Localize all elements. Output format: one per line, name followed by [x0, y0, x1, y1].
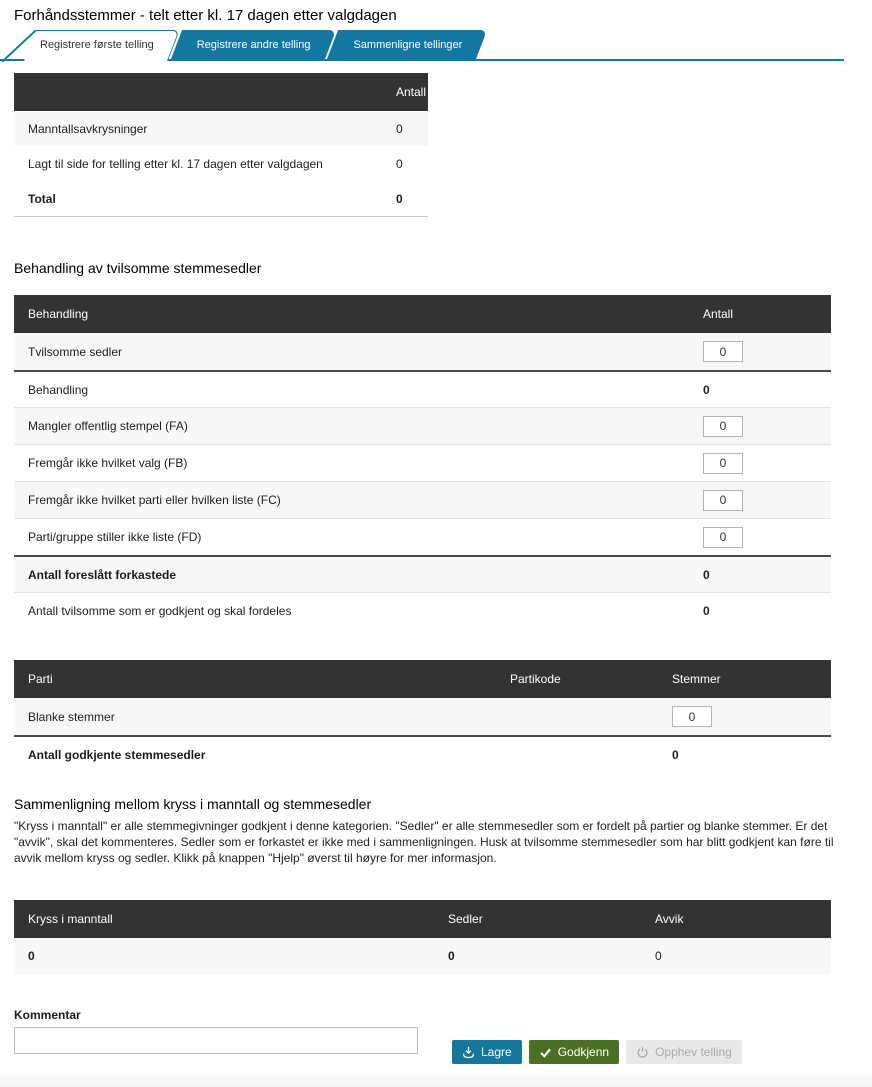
mangler-stempel-fa-input[interactable]	[703, 416, 743, 437]
row-value: 0	[396, 156, 403, 171]
table-row	[14, 146, 428, 181]
table-row	[14, 518, 831, 555]
action-buttons	[452, 1040, 742, 1064]
header-stemmer: Stemmer	[672, 672, 721, 686]
footer-band	[0, 1073, 872, 1087]
power-icon	[636, 1046, 649, 1059]
sammenligning-table-header	[14, 900, 831, 938]
tab-sammenligne-tellinger[interactable]	[327, 30, 476, 59]
table-row	[14, 111, 428, 146]
header-sedler: Sedler	[448, 912, 483, 926]
header-antall: Antall	[703, 307, 734, 321]
table-row	[14, 481, 831, 518]
behandling-heading: Behandling av tvilsomme stemmesedler	[14, 260, 262, 276]
row-value: 0	[672, 747, 679, 762]
stiller-ikke-liste-fd-input[interactable]	[703, 527, 743, 548]
parti-table-header	[14, 660, 831, 698]
table-row	[14, 592, 831, 629]
row-label: Total	[28, 191, 56, 206]
opphev-telling-button	[626, 1040, 742, 1064]
sammenligning-table	[14, 900, 831, 974]
table-row-total	[14, 181, 428, 216]
header-behandling: Behandling	[28, 307, 89, 321]
table-row	[14, 444, 831, 481]
summary-table-header	[14, 73, 428, 111]
row-label: Tvilsomme sedler	[28, 344, 123, 359]
sedler-value: 0	[448, 949, 455, 963]
table-row	[14, 698, 831, 735]
row-value: 0	[703, 567, 710, 582]
row-label: Parti/gruppe stiller ikke liste (FD)	[28, 530, 202, 544]
row-label: Antall foreslått forkastede	[28, 567, 177, 582]
row-label: Antall godkjente stemmesedler	[28, 747, 206, 762]
sammenligning-heading: Sammenligning mellom kryss i manntall og stemmesedler	[14, 796, 372, 812]
row-label: Behandling	[28, 382, 89, 397]
table-row	[14, 407, 831, 444]
button-label: Opphev telling	[655, 1045, 732, 1059]
row-label: Antall tvilsomme som er godkjent og skal fordeles	[28, 604, 292, 618]
tvilsomme-sedler-input[interactable]	[703, 341, 743, 362]
row-value: 0	[396, 191, 403, 206]
kommentar-label: Kommentar	[14, 1008, 81, 1022]
button-label: Godkjenn	[557, 1045, 610, 1059]
tab-bar	[0, 30, 844, 61]
fremgar-ikke-valg-fb-input[interactable]	[703, 453, 743, 474]
sammenligning-description: "Kryss i manntall" er alle stemmegivninger godkjent i denne kategorien. "Sedler" er alle stemmesedler som er fordelt på partier og blanke stemmer. Er det "avvik", skal det kommenteres. Sedler som er forkastet er ikke med i sammenligningen. Husk at tvilsomme stemmesedler som har blitt godkjent kan føre til avvik mellom kryss og sedler. Klikk på knappen "Hjelp" øverst til høyre for mer informasjon.	[14, 819, 834, 865]
row-label: Blanke stemmer	[28, 709, 115, 724]
header-antall: Antall	[396, 85, 427, 99]
row-label: Manntallsavkrysninger	[28, 121, 148, 136]
header-avvik: Avvik	[655, 912, 684, 926]
blanke-stemmer-input[interactable]	[672, 706, 712, 727]
row-label: Lagt til side for telling etter kl. 17 dagen etter valgdagen	[28, 156, 323, 171]
table-row-subtotal	[14, 555, 831, 592]
save-icon	[462, 1046, 475, 1059]
behandling-table	[14, 295, 831, 629]
row-value: 0	[703, 604, 710, 618]
summary-table	[14, 73, 428, 217]
table-row-total	[14, 735, 831, 772]
header-parti: Parti	[28, 672, 53, 686]
row-label: Fremgår ikke hvilket parti eller hvilken liste (FC)	[28, 493, 281, 507]
kommentar-input[interactable]	[14, 1027, 418, 1054]
table-row	[14, 333, 831, 370]
tab-registrere-forste-telling[interactable]	[6, 30, 168, 59]
tab-registrere-andre-telling[interactable]	[171, 30, 325, 59]
row-value: 0	[396, 121, 403, 136]
header-partikode: Partikode	[510, 672, 561, 686]
row-label: Mangler offentlig stempel (FA)	[28, 419, 188, 433]
parti-table	[14, 660, 831, 772]
button-label: Lagre	[481, 1045, 512, 1059]
behandling-table-header	[14, 295, 831, 333]
row-label: Fremgår ikke hvilket valg (FB)	[28, 456, 188, 470]
header-kryss-i-manntall: Kryss i manntall	[28, 912, 113, 926]
tab-label: Registrere andre telling	[196, 38, 311, 51]
lagre-button[interactable]	[452, 1040, 522, 1064]
tab-label: Registrere første telling	[40, 38, 154, 51]
avvik-value: 0	[655, 949, 662, 963]
page-title: Forhåndsstemmer - telt etter kl. 17 dagen etter valgdagen	[14, 7, 397, 24]
table-row-subtotal	[14, 370, 831, 407]
godkjenn-button[interactable]	[529, 1040, 619, 1064]
kryss-value: 0	[28, 949, 35, 963]
check-icon	[539, 1046, 552, 1059]
table-row	[14, 938, 831, 974]
tab-label: Sammenligne tellinger	[353, 38, 463, 51]
fremgar-ikke-parti-fc-input[interactable]	[703, 490, 743, 511]
row-value: 0	[703, 382, 710, 397]
